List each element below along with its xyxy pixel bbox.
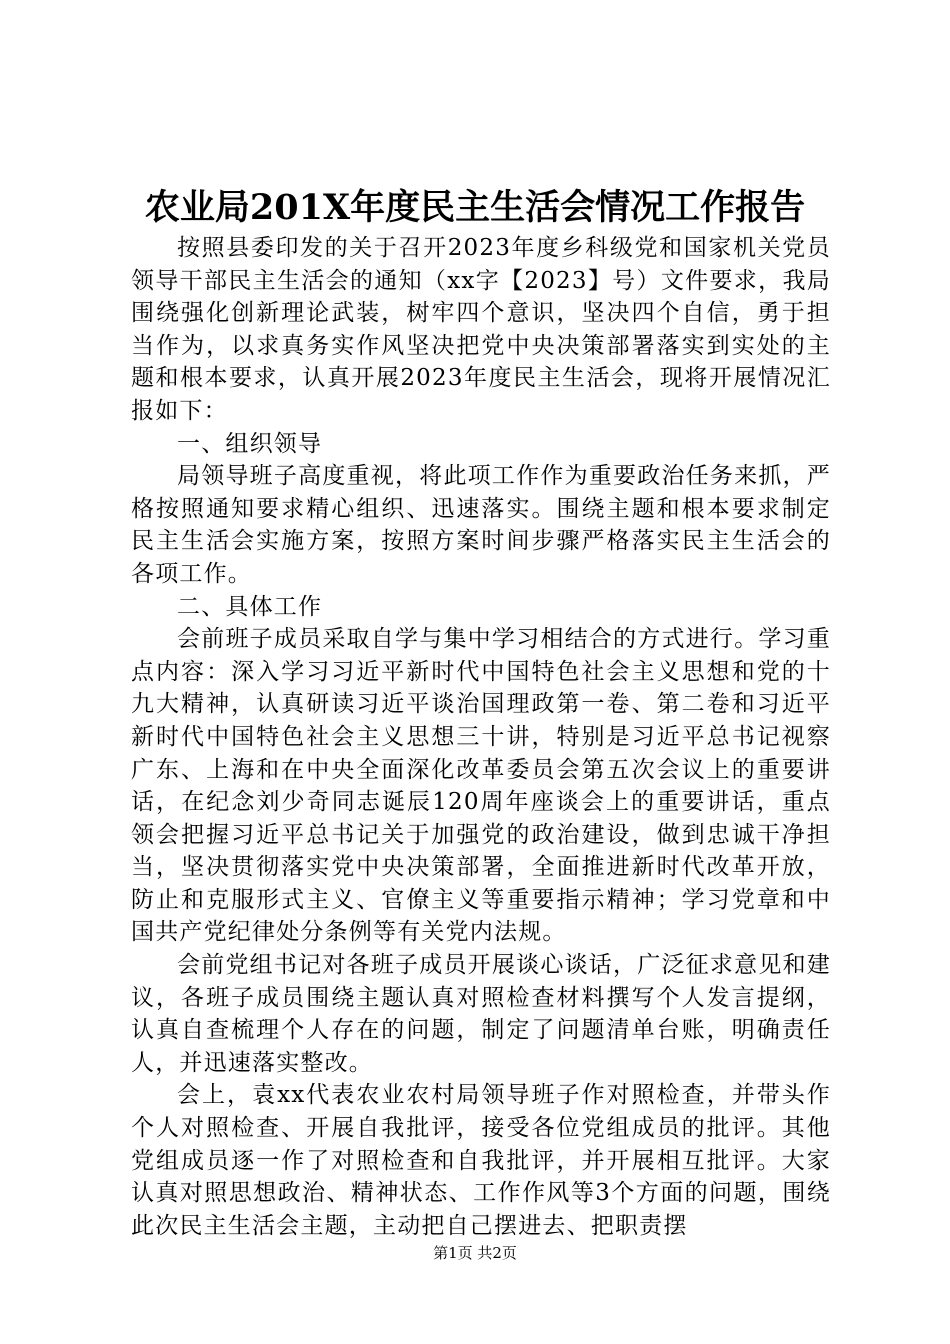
paragraph-intro: 按照县委印发的关于召开2023年度乡科级党和国家机关党员领导干部民主生活会的通知（xx字【2023】号）文件要求，我局围绕强化创新理论武装，树牢四个意识，坚决四个自信，勇于担当作为，以求真务实作风坚决把党中央决策部署落实到实处的主题和根本要求，认真开展2023年度民主生活会，现将开展情况汇报如下： — [131, 235, 831, 424]
section-heading-organization: 一、组织领导 — [177, 430, 323, 457]
document-title: 农业局201X年度民主生活会情况工作报告 — [144, 187, 806, 228]
paragraph-talks: 会前党组书记对各班子成员开展谈心谈话，广泛征求意见和建议，各班子成员围绕主题认真对照检查材料撰写个人发言提纲，认真自查梳理个人存在的问题，制定了问题清单台账，明确责任人，并迅速落实整改。 — [131, 952, 831, 1076]
paragraph-meeting: 会上，袁xx代表农业农村局领导班子作对照检查，并带头作个人对照检查、开展自我批评，接受各位党组成员的批评。其他党组成员逐一作了对照检查和自我批评，并开展相互批评。大家认真对照思想政治、精神状态、工作作风等3个方面的问题，围绕此次民主生活会主题，主动把自己摆进去、把职责摆 — [131, 1082, 831, 1239]
document-body — [131, 232, 831, 1242]
page-footer: 第1页 共2页 — [433, 1244, 517, 1262]
paragraph-organization: 局领导班子高度重视，将此项工作作为重要政治任务来抓，严格按照通知要求精心组织、迅速落实。围绕主题和根本要求制定民主生活会实施方案，按照方案时间步骤严格落实民主生活会的各项工作。 — [131, 463, 831, 587]
section-heading-specific-work: 二、具体工作 — [177, 593, 323, 620]
paragraph-study: 会前班子成员采取自学与集中学习相结合的方式进行。学习重点内容：深入学习习近平新时代中国特色社会主义思想和党的十九大精神，认真研读习近平谈治国理政第一卷、第二卷和习近平新时代中国特色社会主义思想三十讲，特别是习近平总书记视察广东、上海和在中央全面深化改革委员会第五次会议上的重要讲话，在纪念刘少奇同志诞辰120周年座谈会上的重要讲话，重点领会把握习近平总书记关于加强党的政治建设，做到忠诚干净担当，坚决贯彻落实党中央决策部署，全面推进新时代改革开放，防止和克服形式主义、官僚主义等重要指示精神；学习党章和中国共产党纪律处分条例等有关党内法规。 — [131, 626, 831, 946]
